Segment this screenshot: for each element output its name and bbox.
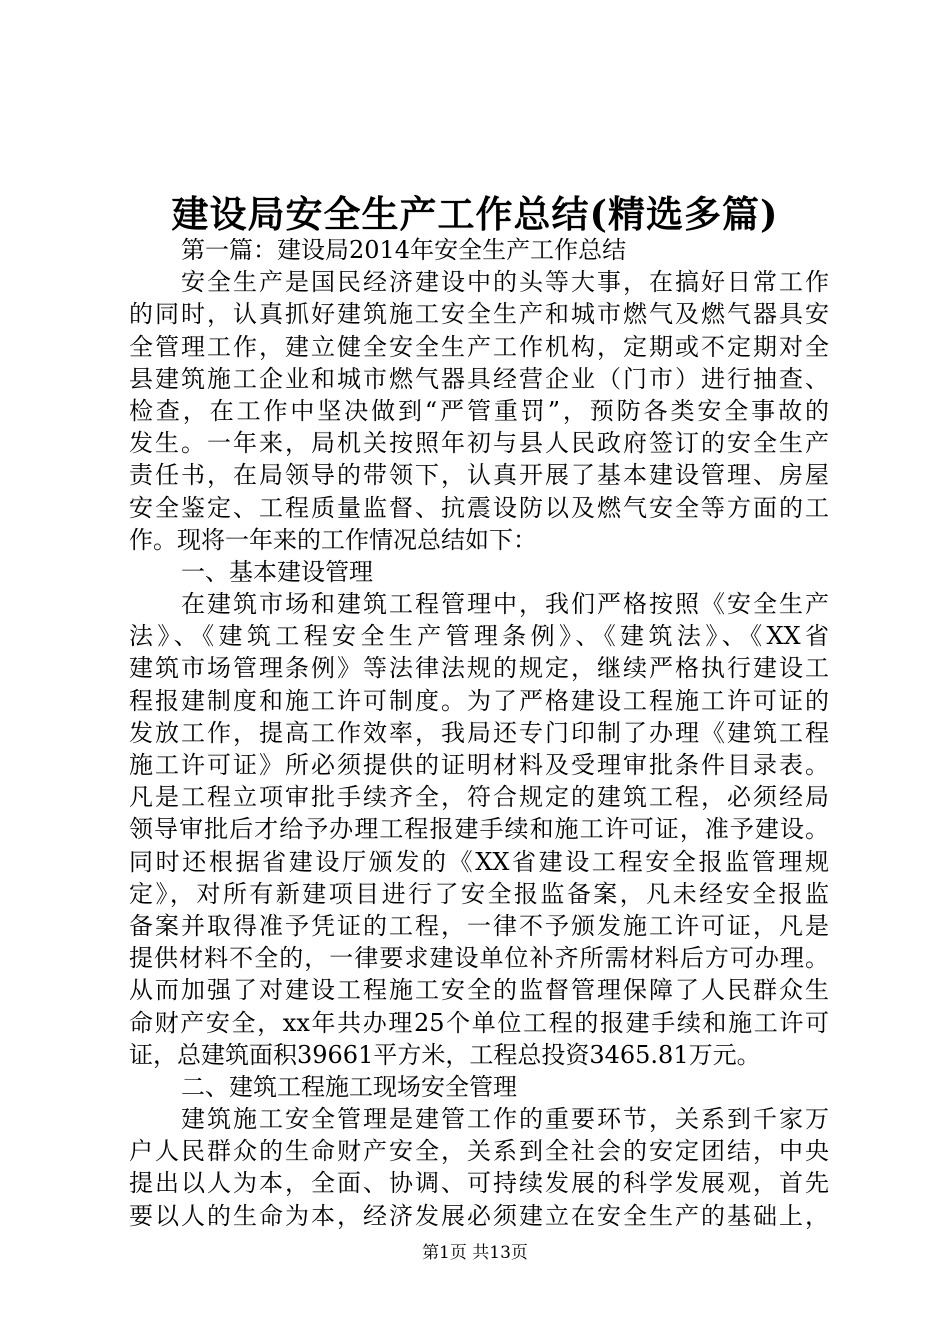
paragraph-line: 要以人的生命为本，经济发展必须建立在安全生产的基础上， — [129, 1201, 829, 1230]
page-footer: 第1页 共13页 — [422, 1243, 528, 1263]
document-body — [129, 234, 829, 1232]
paragraph-line: 建筑市场管理条例》等法律法规的规定，继续严格执行建设工 — [129, 654, 829, 683]
paragraph-line: 发放工作，提高工作效率，我局还专门印制了办理《建筑工程 — [129, 718, 829, 747]
paragraph-line: 户人民群众的生命财产安全，关系到全社会的安定团结，中央 — [129, 1137, 829, 1166]
paragraph-line: 县建筑施工企业和城市燃气器具经营企业（门市）进行抽查、 — [129, 364, 829, 393]
paragraph-line: 在建筑市场和建筑工程管理中，我们严格按照《安全生产 — [181, 590, 829, 619]
paragraph-line: 建筑施工安全管理是建管工作的重要环节，关系到千家万 — [181, 1105, 829, 1134]
paragraph-line: 证，总建筑面积39661平方米，工程总投资3465.81万元。 — [129, 1040, 761, 1069]
paragraph-line: 的同时，认真抓好建筑施工安全生产和城市燃气及燃气器具安 — [129, 300, 829, 329]
paragraph-line: 提供材料不全的，一律要求建设单位补齐所需材料后方可办理。 — [129, 944, 829, 973]
paragraph-line: 施工许可证》所必须提供的证明材料及受理审批条件目录表。 — [129, 751, 829, 779]
paragraph-line: 凡是工程立项审批手续齐全，符合规定的建筑工程，必须经局 — [129, 783, 829, 812]
paragraph-line: 发生。一年来，局机关按照年初与县人民政府签订的安全生产 — [129, 429, 829, 458]
paragraph-line: 检查，在工作中坚决做到“严管重罚”，预防各类安全事故的 — [129, 396, 829, 425]
document-title: 建设局安全生产工作总结(精选多篇) — [171, 192, 779, 236]
paragraph-line: 安全鉴定、工程质量监督、抗震设防以及燃气安全等方面的工 — [129, 493, 829, 522]
paragraph-line: 作。现将一年来的工作情况总结如下： — [129, 525, 537, 554]
section-heading: 第一篇：建设局2014年安全生产工作总结 — [181, 236, 627, 264]
paragraph-line: 全管理工作，建立健全安全生产工作机构，定期或不定期对全 — [129, 332, 829, 361]
paragraph-line: 定》，对所有新建项目进行了安全报监备案，凡未经安全报监 — [129, 879, 829, 908]
paragraph-line: 同时还根据省建设厅颁发的《XX省建设工程安全报监管理规 — [129, 847, 829, 876]
paragraph-line: 命财产安全，xx年共办理25个单位工程的报建手续和施工许可 — [129, 1008, 829, 1037]
section-heading: 二、建筑工程施工现场安全管理 — [181, 1072, 517, 1101]
section-heading: 一、基本建设管理 — [181, 557, 373, 586]
paragraph-line: 提出以人为本，全面、协调、可持续发展的科学发展观，首先 — [129, 1169, 829, 1198]
paragraph-line: 法》、《建筑工程安全生产管理条例》、《建筑法》、《XX省 — [129, 622, 829, 651]
paragraph-line: 从而加强了对建设工程施工安全的监督管理保障了人民群众生 — [129, 976, 829, 1005]
paragraph-line: 备案并取得准予凭证的工程，一律不予颁发施工许可证，凡是 — [129, 911, 829, 940]
paragraph-line: 领导审批后才给予办理工程报建手续和施工许可证，准予建设。 — [129, 815, 829, 844]
paragraph-line: 安全生产是国民经济建设中的头等大事，在搞好日常工作 — [181, 268, 829, 297]
paragraph-line: 程报建制度和施工许可制度。为了严格建设工程施工许可证的 — [129, 686, 829, 715]
paragraph-line: 责任书，在局领导的带领下，认真开展了基本建设管理、房屋 — [129, 461, 829, 490]
